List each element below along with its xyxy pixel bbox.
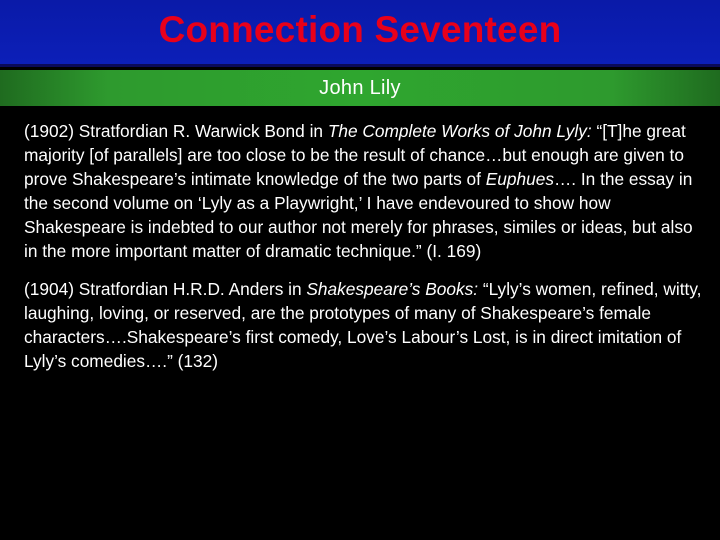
quote-text: “Lyly’s women, refined, witty, laughing, loving, or reserved, are the prototypes of many of Shakespeare’s female characters….Shakespeare’s first comedy, Love’s Labour’s Lost, is in direct imitation of Lyly’s comedies….” (132) (24, 279, 702, 371)
subtitle-bar (0, 70, 720, 106)
title-bar (0, 0, 720, 67)
work-title: Euphues (485, 169, 554, 189)
paragraph-intro: (1902) Stratfordian R. Warwick Bond in (24, 121, 328, 141)
slide-body (24, 119, 706, 387)
paragraph-bond-1902 (24, 119, 706, 263)
paragraph-intro: (1904) Stratfordian H.R.D. Anders in (24, 279, 307, 299)
work-title: Shakespeare’s Books: (306, 279, 479, 299)
quote-text: “[T]he great majority [of parallels] are too close to be the result of chance…but enough are given to prove Shakespeare’s intimate knowledge of the two parts of (24, 121, 686, 189)
slide-subtitle: John Lily (319, 77, 401, 99)
slide-title: Connection Seventeen (158, 9, 562, 50)
work-title: The Complete Works of John Lyly: (327, 121, 592, 141)
quote-text: …. In the essay in the second volume on ‘Lyly as a Playwright,’ I have endevoured to show how Shakespeare is indebted to our author not merely for phrases, similes or ideas, but also in the more important matter of dramatic technique.” (I. 169) (24, 169, 693, 261)
paragraph-anders-1904 (24, 277, 706, 373)
